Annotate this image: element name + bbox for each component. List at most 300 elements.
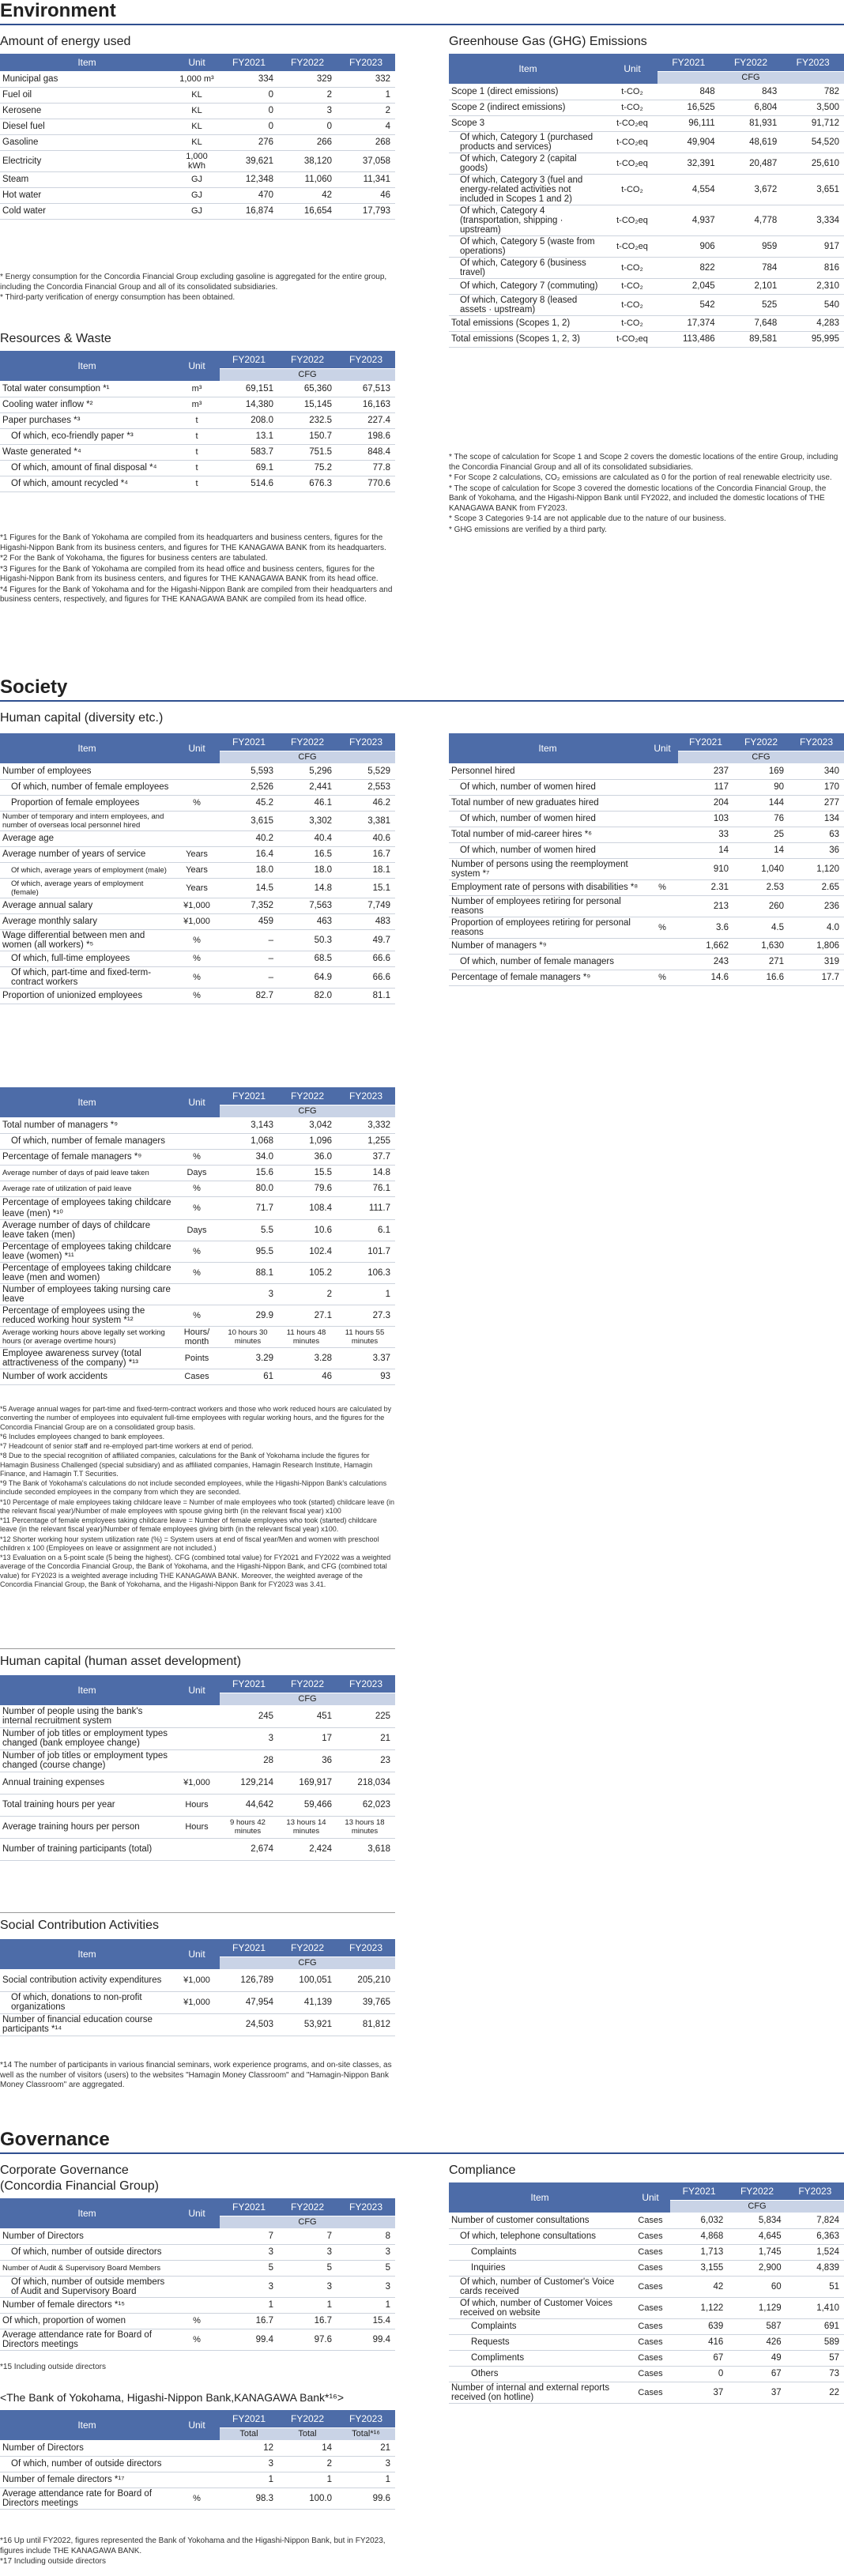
row-value-fy2022: 17 [278, 1727, 337, 1749]
row-unit: Cases [631, 2366, 670, 2382]
section-rule [0, 24, 844, 25]
environment-title: Environment [0, 0, 116, 21]
section-rule [0, 2152, 844, 2154]
row-item: Of which, amount recycled *⁴ [0, 476, 174, 491]
row-unit: GJ [174, 187, 220, 203]
row-value-fy2022: 90 [733, 779, 789, 795]
header-fy2022: FY2022 [278, 1939, 337, 1956]
row-unit: t-CO₂eq [607, 115, 657, 131]
header-item: Item [0, 1087, 174, 1117]
row-value-fy2023: 17.7 [789, 970, 844, 985]
row-item: Waste generated *⁴ [0, 444, 174, 460]
row-value-fy2023: 1,410 [786, 2297, 844, 2318]
resources-table [0, 351, 395, 492]
table-row [0, 862, 395, 878]
table-header-row [0, 1675, 395, 1693]
table-row [449, 2318, 844, 2334]
table-row [0, 2456, 395, 2472]
data-table [0, 733, 395, 1004]
corporate-governance-subtitle: (Concordia Financial Group) [0, 2179, 159, 2193]
row-unit [174, 1749, 220, 1772]
table-row [0, 1149, 395, 1165]
row-value-fy2021: 0 [220, 103, 278, 119]
row-value-fy2021: 1,713 [670, 2244, 728, 2260]
row-value-fy2022: 20,487 [720, 153, 782, 174]
row-value-fy2021: 5,593 [220, 763, 278, 779]
row-value-fy2022: 5,296 [278, 763, 337, 779]
row-unit [174, 1727, 220, 1749]
header-total: Total [278, 2427, 337, 2440]
header-item: Item [0, 54, 174, 71]
row-value-fy2023: 21 [337, 2440, 395, 2456]
row-item: Percentage of female managers *⁹ [449, 970, 646, 985]
table-header-row [0, 2410, 395, 2427]
row-item: Total number of mid-career hires *⁶ [449, 827, 646, 842]
row-value-fy2022: 169 [733, 763, 789, 779]
row-value-fy2021: 3 [220, 2456, 278, 2472]
row-unit: % [174, 2329, 220, 2350]
table-row [449, 938, 844, 954]
row-value-fy2022: 232.5 [278, 412, 337, 428]
row-value-fy2022: 59,466 [278, 1794, 337, 1816]
row-value-fy2021: 3,143 [220, 1117, 278, 1133]
footnote: *14 The number of participants in various financial seminars, work experience programs, and on-site classes, as well as the number of visitors (users) to the websites "Hamagin Money Classroom" and "Hamagin-Nippon Bank Money Classroom" are aggregated. [0, 2061, 392, 2089]
row-value-fy2022: 5,834 [728, 2213, 786, 2228]
header-fy2022: FY2022 [278, 54, 337, 71]
table-row [449, 278, 844, 294]
header-unit: Unit [174, 54, 220, 71]
row-value-fy2023: 8 [337, 2228, 395, 2244]
row-unit: Hours/ month [174, 1326, 220, 1347]
table-row [449, 84, 844, 100]
row-unit: GJ [174, 203, 220, 219]
row-item: Proportion of female employees [0, 795, 174, 811]
row-item: Total number of managers *⁹ [0, 1117, 174, 1133]
row-value-fy2021: – [220, 951, 278, 966]
header-fy2021: FY2021 [220, 1939, 278, 1956]
table-row [449, 2276, 844, 2297]
row-value-fy2022: 16.6 [733, 970, 789, 985]
row-item: Average rate of utilization of paid leave [0, 1181, 174, 1196]
table-row [449, 235, 844, 257]
row-value-fy2022: 15,145 [278, 397, 337, 412]
row-item: Average number of days of paid leave taken [0, 1165, 174, 1181]
table-row [0, 1969, 395, 1991]
row-item: Of which, Category 6 (business travel) [449, 257, 607, 278]
table-row [449, 331, 844, 347]
row-value-fy2023: 2,310 [782, 278, 844, 294]
row-value-fy2023: 6,363 [786, 2228, 844, 2244]
header-unit: Unit [174, 1939, 220, 1969]
row-item: Of which, full-time employees [0, 951, 174, 966]
row-value-fy2021: 243 [678, 954, 733, 970]
table-row [0, 1117, 395, 1133]
row-unit [174, 779, 220, 795]
row-unit: t [174, 428, 220, 444]
row-value-fy2021: 213 [678, 895, 733, 917]
row-value-fy2023: 332 [337, 71, 395, 87]
row-value-fy2022: 784 [720, 257, 782, 278]
row-value-fy2021: 12,348 [220, 171, 278, 187]
table-row [449, 842, 844, 858]
row-value-fy2021: 15.6 [220, 1165, 278, 1181]
row-unit: Days [174, 1219, 220, 1241]
header-fy2023: FY2023 [786, 2182, 844, 2200]
row-item: Total emissions (Scopes 1, 2, 3) [449, 331, 607, 347]
row-value-fy2023: 917 [782, 235, 844, 257]
row-item: Of which, Category 4 (transportation, shipping · upstream) [449, 205, 607, 235]
row-value-fy2021: 334 [220, 71, 278, 87]
row-unit [646, 954, 678, 970]
row-value-fy2023: 3.37 [337, 1347, 395, 1369]
row-value-fy2021: 2,526 [220, 779, 278, 795]
table-row [449, 2382, 844, 2403]
row-value-fy2021: 33 [678, 827, 733, 842]
bank-governance-table [0, 2410, 395, 2510]
table-row [449, 795, 844, 811]
header-fy2021: FY2021 [220, 54, 278, 71]
human-capital-notes [0, 1405, 395, 1590]
row-item: Of which, number of female employees [0, 779, 174, 795]
table-row [0, 412, 395, 428]
row-item: Percentage of employees taking childcare leave (men and women) [0, 1262, 174, 1283]
table-row [0, 444, 395, 460]
row-value-fy2021: 2.31 [678, 879, 733, 895]
human-asset-table [0, 1675, 395, 1861]
row-unit: KL [174, 87, 220, 103]
row-value-fy2022: 3,302 [278, 811, 337, 830]
row-value-fy2021: 583.7 [220, 444, 278, 460]
row-value-fy2023: 770.6 [337, 476, 395, 491]
row-unit: t-CO₂ [607, 84, 657, 100]
row-value-fy2023: 76.1 [337, 1181, 395, 1196]
row-unit: % [646, 917, 678, 938]
row-value-fy2023: 1 [337, 87, 395, 103]
row-value-fy2023: 3,651 [782, 174, 844, 205]
table-row [449, 2350, 844, 2366]
row-unit: % [174, 966, 220, 988]
row-value-fy2021: 16.4 [220, 846, 278, 862]
table-row [0, 929, 395, 951]
row-value-fy2023: 4.0 [789, 917, 844, 938]
row-value-fy2022: 1 [278, 2472, 337, 2487]
row-value-fy2022: 40.4 [278, 830, 337, 846]
row-value-fy2021: – [220, 929, 278, 951]
row-value-fy2021: 16.7 [220, 2313, 278, 2329]
row-value-fy2022: 150.7 [278, 428, 337, 444]
row-item: Of which, Category 1 (purchased products and services) [449, 131, 607, 153]
row-value-fy2021: 542 [657, 294, 720, 315]
header-item: Item [0, 2410, 174, 2440]
row-item: Of which, number of outside directors [0, 2244, 174, 2260]
row-unit: % [174, 951, 220, 966]
row-value-fy2022: 7,648 [720, 315, 782, 331]
row-value-fy2023: 91,712 [782, 115, 844, 131]
row-item: Cooling water inflow *² [0, 397, 174, 412]
table-row [0, 1749, 395, 1772]
table-row [449, 131, 844, 153]
row-value-fy2021: 822 [657, 257, 720, 278]
footnote: *12 Shorter working hour system utilization rate (%) = System users at end of fiscal year/Men and women with preschool children x 100 (Employees on leave or assignment are not included.) [0, 1535, 379, 1552]
row-value-fy2021: 16,874 [220, 203, 278, 219]
row-unit [174, 2013, 220, 2036]
table-row [449, 858, 844, 879]
table-row [449, 153, 844, 174]
header-fy2021: FY2021 [220, 733, 278, 751]
row-value-fy2022: 463 [278, 913, 337, 929]
row-unit [174, 2244, 220, 2260]
header-item: Item [449, 733, 646, 763]
table-row [0, 846, 395, 862]
row-value-fy2023: 111.7 [337, 1196, 395, 1219]
row-unit: t-CO₂eq [607, 331, 657, 347]
row-unit: ¥1,000 [174, 898, 220, 913]
row-value-fy2021: 47,954 [220, 1991, 278, 2013]
footnote: *4 Figures for the Bank of Yokohama and for the Higashi-Nippon Bank are compiled from their headquarters and business centers, respectively, and figures for THE KANAGAWA BANK are compiled from its head office. [0, 585, 393, 604]
row-unit: % [174, 1262, 220, 1283]
row-value-fy2022: 108.4 [278, 1196, 337, 1219]
data-table [0, 1675, 395, 1861]
row-value-fy2021: 24,503 [220, 2013, 278, 2036]
row-value-fy2023: 277 [789, 795, 844, 811]
row-unit [174, 1705, 220, 1727]
row-value-fy2021: 37 [670, 2382, 728, 2403]
row-value-fy2022: 6,804 [720, 100, 782, 115]
table-row [449, 115, 844, 131]
row-value-fy2023: 236 [789, 895, 844, 917]
row-value-fy2022: 1,630 [733, 938, 789, 954]
row-value-fy2022: 3,672 [720, 174, 782, 205]
header-fy2021: FY2021 [220, 2198, 278, 2216]
row-unit: % [174, 929, 220, 951]
table-row [0, 913, 395, 929]
row-value-fy2022: 271 [733, 954, 789, 970]
table-row [0, 763, 395, 779]
table-row [449, 2260, 844, 2276]
header-fy2023: FY2023 [789, 733, 844, 751]
row-value-fy2022: 2,101 [720, 278, 782, 294]
row-unit: % [646, 970, 678, 985]
row-item: Average age [0, 830, 174, 846]
row-value-fy2022: 2 [278, 1283, 337, 1305]
table-row [0, 2329, 395, 2350]
header-fy2023: FY2023 [782, 54, 844, 71]
row-item: Average number of years of service [0, 846, 174, 862]
header-cfg: CFG [678, 751, 844, 763]
row-item: Of which, number of outside members of Audit and Supervisory Board [0, 2276, 174, 2297]
row-value-fy2021: 88.1 [220, 1262, 278, 1283]
header-fy2023: FY2023 [337, 54, 395, 71]
header-fy2022: FY2022 [278, 1675, 337, 1693]
table-row [0, 966, 395, 988]
row-item: Kerosene [0, 103, 174, 119]
row-unit [646, 811, 678, 827]
row-value-fy2021: 34.0 [220, 1149, 278, 1165]
header-unit: Unit [646, 733, 678, 763]
row-value-fy2022: 42 [278, 187, 337, 203]
row-value-fy2021: 237 [678, 763, 733, 779]
social-contribution-title: Social Contribution Activities [0, 1919, 159, 1932]
header-fy2022: FY2022 [278, 1087, 337, 1105]
row-value-fy2021: 3.6 [678, 917, 733, 938]
row-unit: t-CO₂ [607, 257, 657, 278]
row-unit: t-CO₂ [607, 294, 657, 315]
table-row [0, 134, 395, 150]
row-value-fy2023: 99.6 [337, 2487, 395, 2509]
row-item: Average training hours per person [0, 1816, 174, 1838]
row-value-fy2022: 676.3 [278, 476, 337, 491]
row-unit: Hours [174, 1816, 220, 1838]
header-unit: Unit [607, 54, 657, 84]
table-row [0, 460, 395, 476]
table-row [449, 970, 844, 985]
row-unit: Cases [631, 2318, 670, 2334]
row-value-fy2022: 1 [278, 2297, 337, 2313]
row-value-fy2021: 14.6 [678, 970, 733, 985]
row-unit: Cases [631, 2382, 670, 2403]
table-row [0, 1794, 395, 1816]
row-unit: % [174, 1181, 220, 1196]
table-row [0, 1838, 395, 1860]
table-row [449, 2244, 844, 2260]
row-item: Employment rate of persons with disabilities *⁸ [449, 879, 646, 895]
header-fy2021: FY2021 [678, 733, 733, 751]
row-unit [646, 795, 678, 811]
header-unit: Unit [174, 1675, 220, 1705]
header-item: Item [449, 54, 607, 84]
row-value-fy2023: 63 [789, 827, 844, 842]
row-value-fy2023: 2,553 [337, 779, 395, 795]
row-value-fy2023: 782 [782, 84, 844, 100]
header-cfg: CFG [220, 1956, 395, 1969]
table-row [0, 1133, 395, 1149]
header-cfg: CFG [220, 2216, 395, 2228]
row-unit: t-CO₂eq [607, 235, 657, 257]
energy-notes [0, 273, 395, 304]
row-value-fy2023: 99.4 [337, 2329, 395, 2350]
row-value-fy2022: 3,042 [278, 1117, 337, 1133]
row-value-fy2022: 65,360 [278, 381, 337, 397]
row-value-fy2022: 16.7 [278, 2313, 337, 2329]
row-unit: t-CO₂ [607, 315, 657, 331]
row-unit: ¥1,000 [174, 1969, 220, 1991]
row-value-fy2021: 69,151 [220, 381, 278, 397]
row-value-fy2022: 97.6 [278, 2329, 337, 2350]
header-item: Item [0, 351, 174, 381]
row-value-fy2022: 38,120 [278, 150, 337, 171]
row-item: Percentage of female managers *⁹ [0, 1149, 174, 1165]
header-fy2023: FY2023 [337, 2410, 395, 2427]
row-item: Annual training expenses [0, 1772, 174, 1794]
table-row [0, 1705, 395, 1727]
row-value-fy2023: 36 [789, 842, 844, 858]
header-fy2022: FY2022 [728, 2182, 786, 2200]
footnote: *9 The Bank of Yokohama's calculations do not include seconded employees, while the Higashi-Nippon Bank's calculations include seconded employees in the company from which they are seconded. [0, 1479, 387, 1497]
social-contribution-notes [0, 2061, 395, 2092]
row-value-fy2021: 67 [670, 2350, 728, 2366]
human-capital-table-3 [0, 1087, 395, 1385]
row-value-fy2021: 113,486 [657, 331, 720, 347]
row-value-fy2023: 93 [337, 1369, 395, 1384]
row-item: Total training hours per year [0, 1794, 174, 1816]
row-value-fy2022: 16.5 [278, 846, 337, 862]
row-unit: Years [174, 862, 220, 878]
row-value-fy2023: 1,524 [786, 2244, 844, 2260]
row-value-fy2022: 50.3 [278, 929, 337, 951]
row-item: Number of customer consultations [449, 2213, 631, 2228]
row-value-fy2023: 106.3 [337, 1262, 395, 1283]
row-value-fy2022: 426 [728, 2334, 786, 2350]
row-unit: Cases [631, 2334, 670, 2350]
divider [0, 1912, 395, 1913]
footnote: *1 Figures for the Bank of Yokohama are compiled from its headquarters and business centers, figures for the Higashi-Nippon Bank from its business centers, and figures for THE KANAGAWA BANK from its headquarters. [0, 533, 386, 552]
row-unit: Cases [174, 1369, 220, 1384]
row-value-fy2021: 45.2 [220, 795, 278, 811]
row-item: Average attendance rate for Board of Directors meetings [0, 2329, 174, 2350]
row-value-fy2022: 5 [278, 2260, 337, 2276]
footnote: * The scope of calculation for Scope 3 covered the domestic locations of the Concordia Financial Group, the Bank of Yokohama, and the Higashi-Nippon Bank until FY2022, and included the domestic locations of THE KANAGAWA BANK from FY2023. [449, 484, 827, 513]
row-item: Of which, proportion of women [0, 2313, 174, 2329]
row-item: Wage differential between men and women (all workers) *⁵ [0, 929, 174, 951]
table-row [0, 1283, 395, 1305]
resources-notes [0, 533, 395, 606]
footnote: *5 Average annual wages for part-time and fixed-term-contract workers and those who work reduced hours are calculated by converting the number of employees into equivalent full-time employees with regular working hours, and the figures for the Concordia Financial Group are on a consolidated group basis. [0, 1405, 392, 1431]
table-row [0, 878, 395, 898]
row-value-fy2022: 959 [720, 235, 782, 257]
table-row [449, 257, 844, 278]
row-value-fy2021: 129,214 [220, 1772, 278, 1794]
row-item: Of which, number of women hired [449, 779, 646, 795]
data-table [0, 351, 395, 492]
row-item: Of which, Category 3 (fuel and energy-related activities not included in Scopes 1 and 2) [449, 174, 607, 205]
row-value-fy2023: 66.6 [337, 951, 395, 966]
row-value-fy2021: 14 [678, 842, 733, 858]
row-item: Municipal gas [0, 71, 174, 87]
bank-governance-title: <The Bank of Yokohama, Higashi-Nippon Bank,KANAGAWA Bank*¹⁶> [0, 2391, 345, 2404]
row-value-fy2021: 204 [678, 795, 733, 811]
row-value-fy2023: 46 [337, 187, 395, 203]
row-unit: Cases [631, 2228, 670, 2244]
row-value-fy2023: 198.6 [337, 428, 395, 444]
row-value-fy2021: 639 [670, 2318, 728, 2334]
row-unit [174, 2472, 220, 2487]
table-row [0, 951, 395, 966]
table-row [0, 1305, 395, 1326]
table-header-row [449, 54, 844, 71]
row-value-fy2022: 1,745 [728, 2244, 786, 2260]
ghg-table [449, 54, 844, 348]
row-value-fy2022: 64.9 [278, 966, 337, 988]
row-value-fy2022: 751.5 [278, 444, 337, 460]
row-value-fy2023: 319 [789, 954, 844, 970]
row-value-fy2022: 14.8 [278, 878, 337, 898]
header-fy2021: FY2021 [657, 54, 720, 71]
energy-title: Amount of energy used [0, 35, 131, 48]
row-item: Cold water [0, 203, 174, 219]
row-value-fy2023: 21 [337, 1727, 395, 1749]
row-item: Average attendance rate for Board of Directors meetings [0, 2487, 174, 2509]
footnote: *10 Percentage of male employees taking childcare leave = Number of male employees who took (started) childcare leave (in the relevant fiscal year)/Number of male employees with spouse giving birth (in the relevant fiscal year) x100 [0, 1497, 395, 1515]
row-value-fy2021: 12 [220, 2440, 278, 2456]
row-value-fy2022: 10.6 [278, 1219, 337, 1241]
row-value-fy2022: 25 [733, 827, 789, 842]
row-value-fy2023: 170 [789, 779, 844, 795]
header-cfg: CFG [220, 368, 395, 381]
table-row [449, 954, 844, 970]
row-item: Of which, eco-friendly paper *³ [0, 428, 174, 444]
divider [0, 1648, 395, 1649]
footnote: * For Scope 2 calculations, CO₂ emissions are calculated as 0 for the portion of real renewable electricity use. [449, 473, 832, 482]
